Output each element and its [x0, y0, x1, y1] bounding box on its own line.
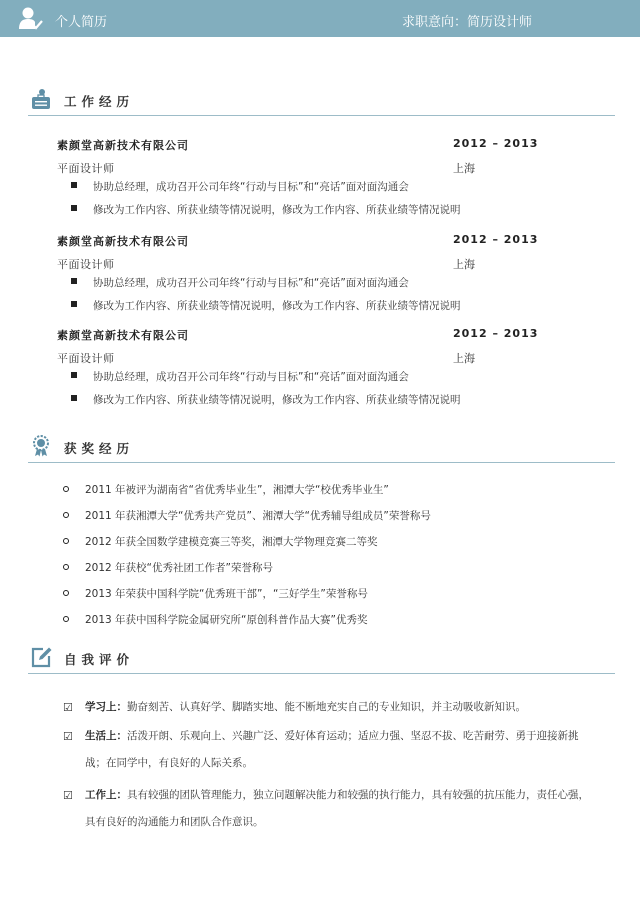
self-eval-text: 具有较强的团队管理能力，独立问题解决能力和较强的执行能力，具有较强的抗压能力，责任心强，具有良好的沟通能力和团队合作意识。: [85, 789, 589, 828]
self-eval-text: 勤奋刻苦、认真好学、脚踏实地、能不断地充实自己的专业知识，并主动吸收新知识。: [127, 701, 526, 713]
header-title: 个人简历: [55, 15, 108, 30]
square-bullet-icon: [71, 301, 77, 307]
awards-section-title: 获奖经历: [64, 441, 135, 456]
square-bullet-icon: [71, 278, 77, 284]
edit-icon: [30, 646, 52, 668]
award-text: 2012 年获全国数学建模竞赛三等奖，湘潭大学物理竞赛二等奖: [85, 536, 378, 548]
company-name: 素颜堂高新技术有限公司: [57, 235, 189, 248]
duty-item: [71, 298, 461, 313]
job-intent: 求职意向：简历设计师: [401, 15, 532, 30]
circle-bullet-icon: [63, 564, 69, 570]
job-period: 2012 – 2013: [453, 233, 539, 246]
self-eval-label: 生活上：: [85, 730, 127, 742]
job-city: 上海: [453, 162, 475, 175]
self-eval-section-title: 自我评价: [64, 652, 135, 667]
duty-text: 协助总经理，成功召开公司年终“行动与目标”和“亮话”面对面沟通会: [93, 371, 409, 383]
award-text: 2013 年荣获中国科学院“优秀班干部”，“三好学生”荣誉称号: [85, 588, 368, 600]
duty-text: 修改为工作内容、所获业绩等情况说明，修改为工作内容、所获业绩等情况说明: [93, 204, 461, 216]
self-eval-label: 工作上：: [85, 789, 127, 801]
duty-text: 协助总经理，成功召开公司年终“行动与目标”和“亮话”面对面沟通会: [93, 181, 409, 193]
award-text: 2012 年获校“优秀社团工作者”荣誉称号: [85, 562, 273, 574]
company-name: 素颜堂高新技术有限公司: [57, 329, 189, 342]
self-eval-text-block: [85, 694, 593, 721]
self-eval-label: 学习上：: [85, 701, 127, 713]
duty-text: 协助总经理，成功召开公司年终“行动与目标”和“亮话”面对面沟通会: [93, 277, 409, 289]
checkbox-icon: ☑: [63, 730, 73, 743]
awards-section-header: [28, 434, 615, 463]
self-eval-item: [63, 723, 593, 777]
briefcase-person-icon: [30, 88, 52, 110]
square-bullet-icon: [71, 205, 77, 211]
job-period: 2012 – 2013: [453, 137, 539, 150]
award-text: 2013 年获中国科学院金属研究所“原创科普作品大赛”优秀奖: [85, 614, 368, 626]
self-eval-item: [63, 694, 593, 721]
job-period: 2012 – 2013: [453, 327, 539, 340]
award-medal-icon: [30, 435, 52, 457]
header-bar: [0, 0, 640, 37]
award-item: [63, 508, 431, 523]
job-city: 上海: [453, 258, 475, 271]
square-bullet-icon: [71, 182, 77, 188]
job-role: 平面设计师: [57, 352, 115, 365]
self-eval-text: 活泼开朗、乐观向上、兴趣广泛、爱好体育运动；适应力强、坚忍不拔、吃苦耐劳、勇于迎接新挑战；在同学中，有良好的人际关系。: [85, 730, 579, 769]
award-item: [63, 534, 378, 549]
self-eval-text-block: [85, 782, 593, 836]
circle-bullet-icon: [63, 512, 69, 518]
duty-item: [71, 202, 461, 217]
self-eval-section-header: [28, 645, 615, 674]
company-name: 素颜堂高新技术有限公司: [57, 139, 189, 152]
work-section-header: [28, 87, 615, 116]
award-item: [63, 482, 389, 497]
job-city: 上海: [453, 352, 475, 365]
self-eval-text-block: [85, 723, 593, 777]
circle-bullet-icon: [63, 538, 69, 544]
duty-item: [71, 275, 409, 290]
duty-text: 修改为工作内容、所获业绩等情况说明，修改为工作内容、所获业绩等情况说明: [93, 394, 461, 406]
duty-item: [71, 392, 461, 407]
work-section-title: 工作经历: [64, 94, 135, 109]
circle-bullet-icon: [63, 486, 69, 492]
user-icon: [18, 6, 44, 30]
award-item: [63, 586, 368, 601]
job-role: 平面设计师: [57, 162, 115, 175]
checkbox-icon: ☑: [63, 701, 73, 714]
award-text: 2011 年获湘潭大学“优秀共产党员”、湘潭大学“优秀辅导组成员”荣誉称号: [85, 510, 431, 522]
duty-item: [71, 369, 409, 384]
award-text: 2011 年被评为湖南省“省优秀毕业生”，湘潭大学“校优秀毕业生”: [85, 484, 389, 496]
duty-text: 修改为工作内容、所获业绩等情况说明，修改为工作内容、所获业绩等情况说明: [93, 300, 461, 312]
square-bullet-icon: [71, 372, 77, 378]
circle-bullet-icon: [63, 590, 69, 596]
duty-item: [71, 179, 409, 194]
checkbox-icon: ☑: [63, 789, 73, 802]
square-bullet-icon: [71, 395, 77, 401]
award-item: [63, 612, 367, 627]
circle-bullet-icon: [63, 616, 69, 622]
job-role: 平面设计师: [57, 258, 115, 271]
self-eval-item: [63, 782, 593, 836]
award-item: [63, 560, 273, 575]
